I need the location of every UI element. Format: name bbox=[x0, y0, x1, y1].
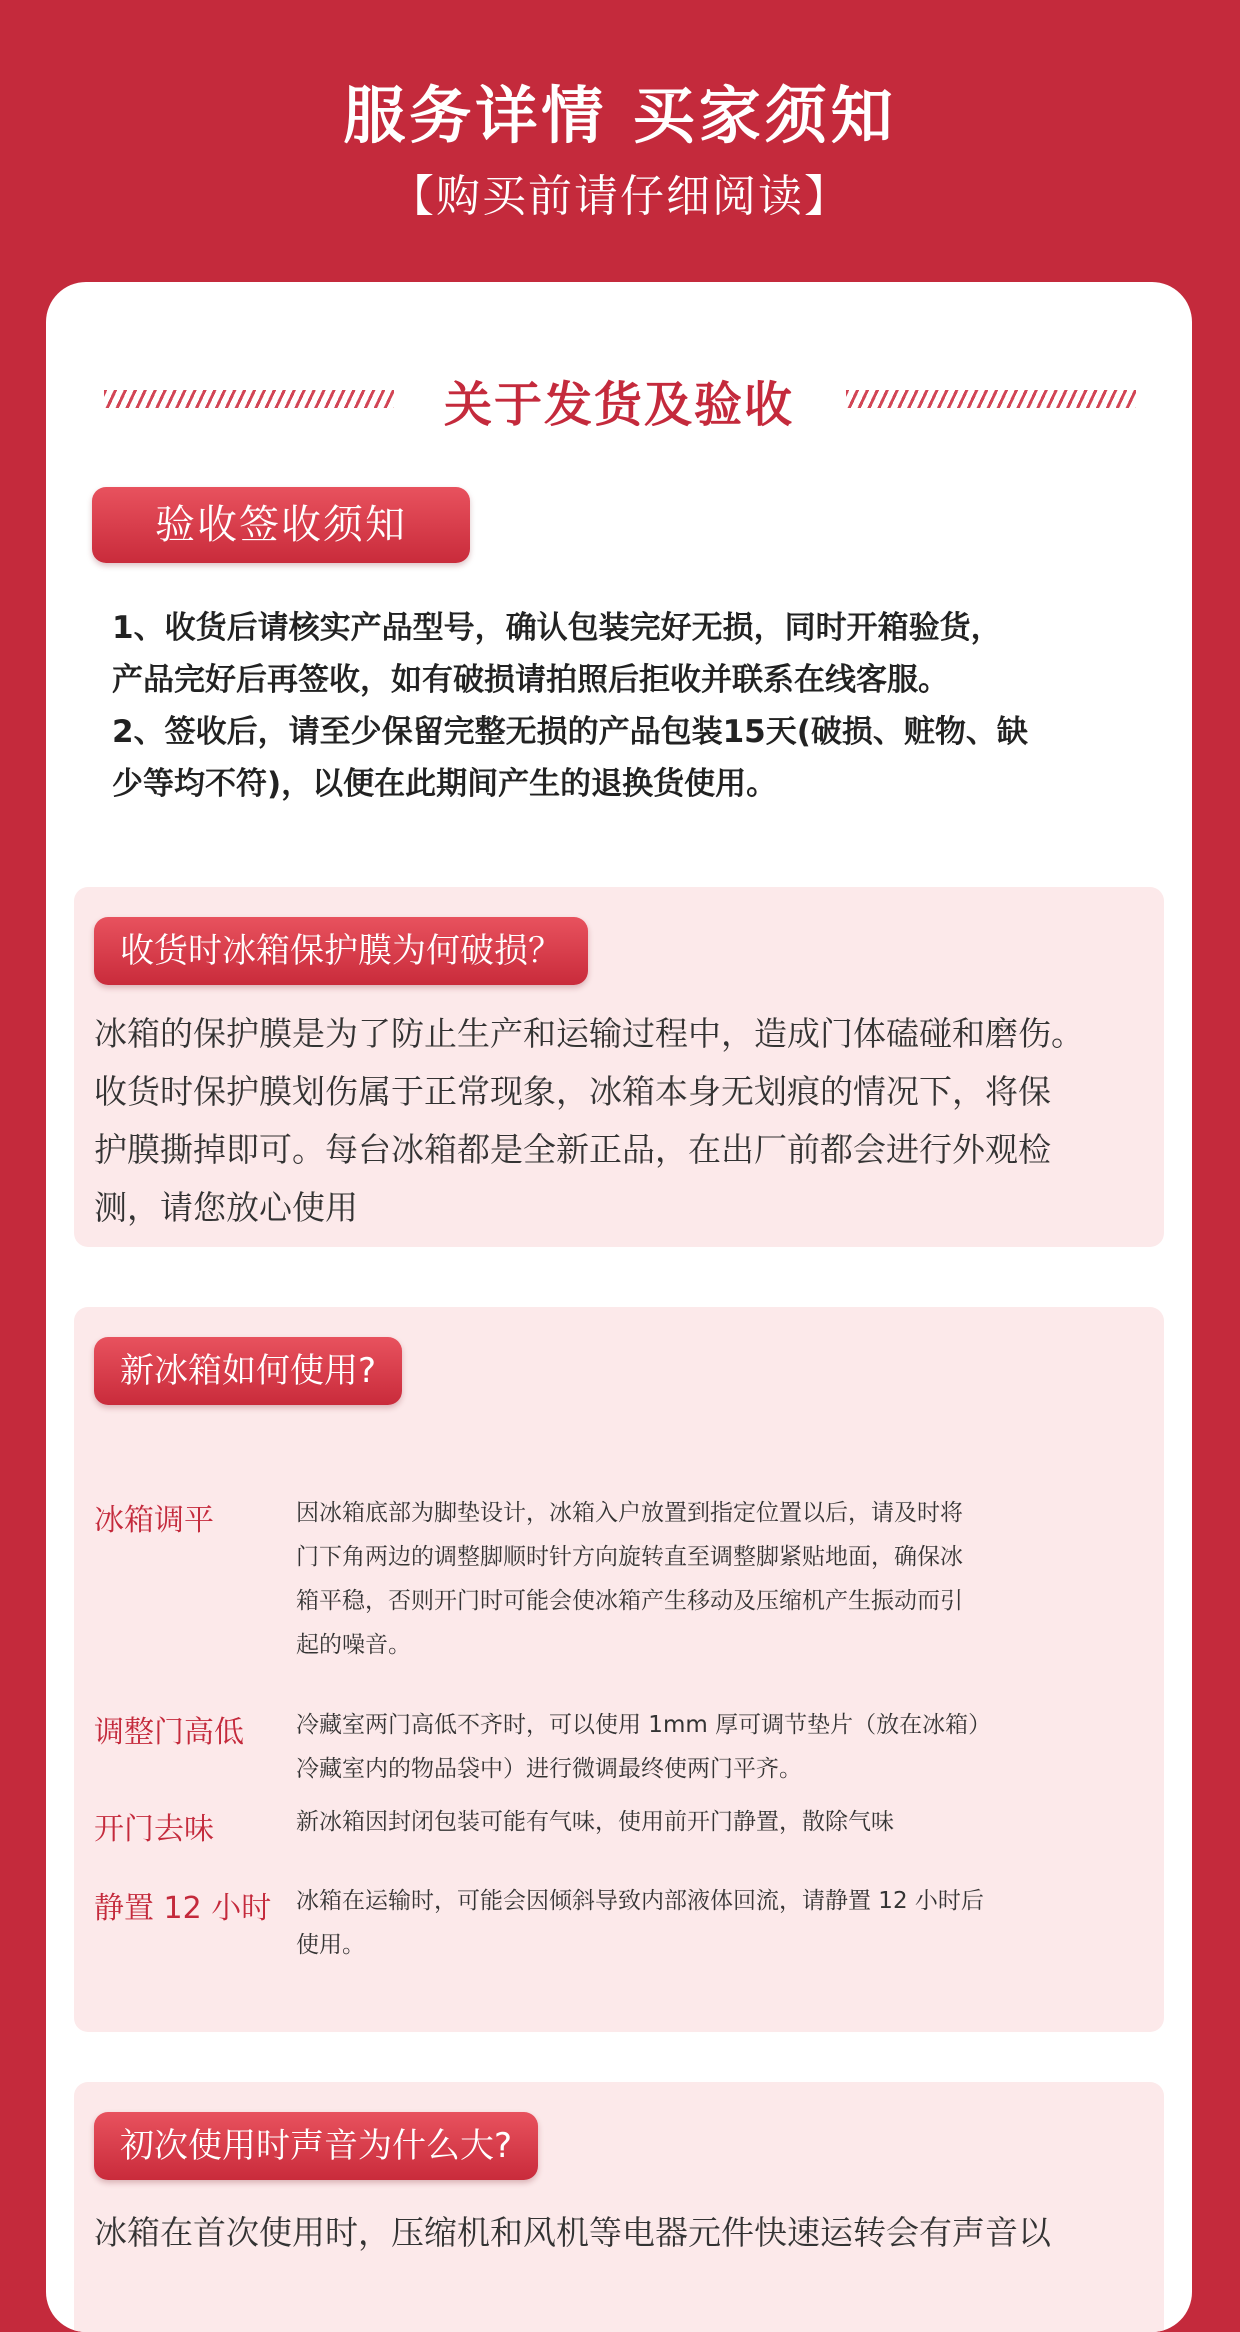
film-line: 护膜撕掉即可。每台冰箱都是全新正品，在出厂前都会进行外观检 bbox=[94, 1130, 1051, 1169]
usage-title-badge: 新冰箱如何使用? bbox=[94, 1337, 402, 1405]
tip-line: 冰箱在运输时，可能会因倾斜导致内部液体回流，请静置 12 小时后 bbox=[296, 1888, 984, 1914]
acceptance-line: 产品完好后再签收，如有破损请拍照后拒收并联系在线客服。 bbox=[112, 662, 949, 698]
noise-text: 冰箱在首次使用时，压缩机和风机等电器元件快速运转会有声音以 bbox=[94, 2213, 1051, 2252]
film-damage-title-badge: 收货时冰箱保护膜为何破损？ bbox=[94, 917, 588, 985]
acceptance-text bbox=[112, 602, 1152, 810]
tip-term-leveling: 冰箱调平 bbox=[94, 1503, 214, 1538]
film-damage-text bbox=[94, 1005, 1154, 1237]
tip-line: 使用。 bbox=[296, 1932, 365, 1958]
acceptance-title-badge: 验收签收须知 bbox=[92, 487, 470, 563]
tip-line: 冷藏室内的物品袋中）进行微调最终使两门平齐。 bbox=[296, 1756, 802, 1782]
tip-desc-odor bbox=[296, 1800, 1116, 1844]
acceptance-line: 2、签收后，请至少保留完整无损的产品包装15天(破损、赃物、缺 bbox=[112, 714, 1028, 750]
tip-line: 箱平稳，否则开门时可能会使冰箱产生移动及压缩机产生振动而引 bbox=[296, 1588, 963, 1614]
film-line: 测，请您放心使用 bbox=[94, 1188, 358, 1227]
decorative-stripes-right bbox=[846, 390, 1136, 408]
page-subtitle: 【购买前请仔细阅读】 bbox=[390, 171, 850, 222]
tip-term-rest: 静置 12 小时 bbox=[94, 1891, 272, 1926]
tip-desc-rest bbox=[296, 1879, 1116, 1967]
usage-panel bbox=[74, 1307, 1164, 2032]
tip-line: 门下角两边的调整脚顺时针方向旋转直至调整脚紧贴地面，确保冰 bbox=[296, 1544, 963, 1570]
film-line: 收货时保护膜划伤属于正常现象，冰箱本身无划痕的情况下，将保 bbox=[94, 1072, 1051, 1111]
tip-term-door-height: 调整门高低 bbox=[94, 1715, 244, 1750]
tip-line: 新冰箱因封闭包装可能有气味，使用前开门静置，散除气味 bbox=[296, 1809, 894, 1835]
page-title: 服务详情 买家须知 bbox=[343, 79, 897, 152]
noise-panel bbox=[74, 2082, 1164, 2332]
tip-line: 起的噪音。 bbox=[296, 1632, 411, 1658]
section-title: 关于发货及验收 bbox=[443, 377, 794, 433]
tip-desc-door-height bbox=[296, 1703, 1116, 1791]
acceptance-line: 少等均不符)，以便在此期间产生的退换货使用。 bbox=[112, 766, 778, 802]
tip-term-odor: 开门去味 bbox=[94, 1812, 214, 1847]
content-card bbox=[46, 282, 1192, 2332]
tip-line: 冷藏室两门高低不齐时，可以使用 1mm 厚可调节垫片（放在冰箱） bbox=[296, 1712, 992, 1738]
noise-title-badge: 初次使用时声音为什么大? bbox=[94, 2112, 538, 2180]
film-line: 冰箱的保护膜是为了防止生产和运输过程中，造成门体磕碰和磨伤。 bbox=[94, 1014, 1084, 1053]
film-damage-panel bbox=[74, 887, 1164, 1247]
page-header bbox=[0, 0, 1240, 280]
tip-line: 因冰箱底部为脚垫设计，冰箱入户放置到指定位置以后，请及时将 bbox=[296, 1500, 963, 1526]
section-heading bbox=[46, 362, 1192, 432]
tip-desc-leveling bbox=[296, 1491, 1116, 1667]
acceptance-line: 1、收货后请核实产品型号，确认包装完好无损，同时开箱验货， bbox=[112, 610, 1002, 646]
